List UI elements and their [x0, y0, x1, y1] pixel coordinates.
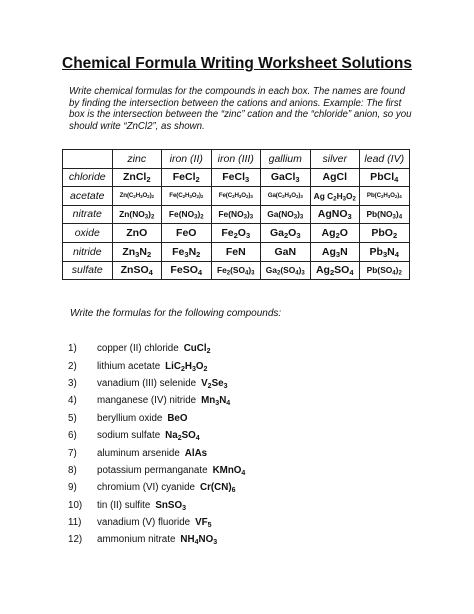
formula-cell: $Fe(NO_3)_2$ — [162, 205, 212, 224]
formula-cell: ZnO — [112, 224, 162, 243]
anion-header: sulfate — [63, 261, 113, 280]
formula-answer: KMnO$_4$ — [212, 464, 246, 477]
anion-row — [63, 224, 410, 243]
formula-cell: FeSO$_4$ — [162, 261, 212, 280]
exercise-instructions: Write the formulas for the following compounds: — [70, 308, 282, 319]
formula-cell: $Fe_2(SO_4)_3$ — [211, 261, 261, 280]
formula-cell: PbO$_2$ — [360, 224, 410, 243]
item-number: 11) — [68, 517, 82, 529]
anion-header: acetate — [63, 187, 113, 206]
cation-header: lead (IV) — [360, 150, 410, 169]
formula-answer: BeO — [167, 412, 188, 424]
anion-header: nitrate — [63, 205, 113, 224]
compound-item — [68, 392, 245, 409]
item-number: 2) — [68, 360, 77, 372]
formula-cell: FeCl$_3$ — [211, 168, 261, 187]
compound-name: manganese (IV) nitride — [97, 395, 197, 407]
formula-answer: $Na_2SO_4$ — [165, 430, 200, 442]
corner-cell — [63, 150, 113, 169]
compound-item — [68, 462, 245, 479]
compound-name: aluminum arsenide — [97, 447, 180, 459]
anion-header: nitride — [63, 242, 113, 261]
formula-answer: $VF_5$ — [195, 517, 212, 529]
formula-cell: $Pb(C_2H_3O_2)_4$ — [360, 187, 410, 206]
item-number: 7) — [68, 447, 77, 459]
compound-item — [68, 427, 245, 444]
instructions-paragraph: Write chemical formulas for the compounds in each box. The names are found by finding the intersection between the cations and anions. Example: The first box is the intersection between the “zinc” cation and the “chloride” anion, so you should write “ZnCl2”, as shown. — [69, 86, 412, 132]
anion-header: oxide — [63, 224, 113, 243]
compound-name: sodium sulfate — [97, 430, 161, 442]
formula-answer: $LiC_2H_3O_2$ — [165, 360, 208, 373]
formula-answer: $NH_4NO_3$ — [180, 534, 218, 547]
anion-row — [63, 205, 410, 224]
formula-cell: $Pb_3N_4$ — [360, 242, 410, 261]
formula-cell: $Fe(NO_3)_3$ — [211, 205, 261, 224]
formula-answer: AlAs — [184, 447, 208, 459]
formula-cell: $Ga(NO_3)_3$ — [261, 205, 311, 224]
formula-cell: $Ga(C_2H_3O_2)_3$ — [261, 187, 311, 206]
cation-header: silver — [310, 150, 360, 169]
formula-cell: $Pb(NO_3)_4$ — [360, 205, 410, 224]
item-number: 12) — [68, 534, 83, 546]
compound-name: lithium acetate — [97, 360, 161, 372]
compound-name: copper (II) chloride — [97, 343, 179, 355]
cation-header: gallium — [261, 150, 311, 169]
formula-answer: CuCl$_2$ — [183, 343, 211, 355]
formula-cell: $Zn(NO_3)_2$ — [112, 205, 162, 224]
compound-name: beryllium oxide — [97, 412, 163, 424]
formula-cell: $Zn(C_2H_3O_2)_2$ — [112, 187, 162, 206]
compound-item — [68, 375, 245, 392]
cation-header: iron (II) — [162, 150, 212, 169]
formula-cell: Ag $C_2H_3O_2$ — [310, 187, 360, 206]
cation-header-row — [63, 150, 410, 169]
formula-cell: $Fe(C_2H_3O_2)_2$ — [162, 187, 212, 206]
compound-list — [68, 340, 245, 549]
formula-cell: GaN — [261, 242, 311, 261]
compound-name: vanadium (III) selenide — [97, 377, 197, 389]
anion-row — [63, 242, 410, 261]
item-number: 9) — [68, 482, 77, 494]
cation-header: iron (III) — [211, 150, 261, 169]
formula-cell: ZnCl$_2$ — [112, 168, 162, 187]
compound-item — [68, 531, 245, 548]
formula-cell: $Pb(SO_4)_2$ — [360, 261, 410, 280]
formula-grid — [62, 149, 410, 280]
formula-cell: PbCl$_4$ — [360, 168, 410, 187]
formula-answer: $Cr(CN)_6$ — [200, 482, 236, 495]
compound-item — [68, 340, 245, 357]
cation-header: zinc — [112, 150, 162, 169]
item-number: 8) — [68, 464, 77, 476]
formula-cell: $Ag_2SO_4$ — [310, 261, 360, 280]
item-number: 3) — [68, 377, 77, 389]
formula-answer: $V_2Se_3$ — [201, 377, 228, 390]
formula-cell: $Ag_2O$ — [310, 224, 360, 243]
formula-cell: AgNO$_3$ — [310, 205, 360, 224]
formula-cell: FeCl$_2$ — [162, 168, 212, 187]
item-number: 1) — [68, 343, 77, 355]
formula-cell: $Fe_2O_3$ — [211, 224, 261, 243]
formula-cell: FeO — [162, 224, 212, 243]
item-number: 6) — [68, 430, 77, 442]
formula-answer: SnSO$_3$ — [155, 499, 186, 512]
formula-cell: $Ag_3N$ — [310, 242, 360, 261]
item-number: 4) — [68, 395, 77, 407]
formula-cell: ZnSO$_4$ — [112, 261, 162, 280]
compound-item — [68, 497, 245, 514]
formula-cell: FeN — [211, 242, 261, 261]
compound-item — [68, 479, 245, 496]
anion-row — [63, 168, 410, 187]
formula-cell: AgCl — [310, 168, 360, 187]
formula-cell: $Fe_3N_2$ — [162, 242, 212, 261]
anion-header: chloride — [63, 168, 113, 187]
formula-cell: $Zn_3N_2$ — [112, 242, 162, 261]
worksheet-title: Chemical Formula Writing Worksheet Solutions — [62, 55, 412, 72]
formula-cell: $Ga_2O_3$ — [261, 224, 311, 243]
compound-name: tin (II) sulfite — [97, 499, 151, 511]
formula-cell: GaCl$_3$ — [261, 168, 311, 187]
compound-item — [68, 444, 245, 461]
compound-name: vanadium (V) fluoride — [97, 517, 191, 529]
anion-row — [63, 187, 410, 206]
compound-item — [68, 410, 245, 427]
compound-name: chromium (VI) cyanide — [97, 482, 195, 494]
formula-cell: $Ga_2(SO_4)_3$ — [261, 261, 311, 280]
compound-name: ammonium nitrate — [97, 534, 176, 546]
formula-answer: $Mn_3N_4$ — [201, 395, 231, 408]
formula-cell: $Fe(C_2H_3O_2)_3$ — [211, 187, 261, 206]
compound-name: potassium permanganate — [97, 464, 208, 476]
anion-row — [63, 261, 410, 280]
item-number: 10) — [68, 499, 83, 511]
compound-item — [68, 357, 245, 374]
item-number: 5) — [68, 412, 77, 424]
compound-item — [68, 514, 245, 531]
